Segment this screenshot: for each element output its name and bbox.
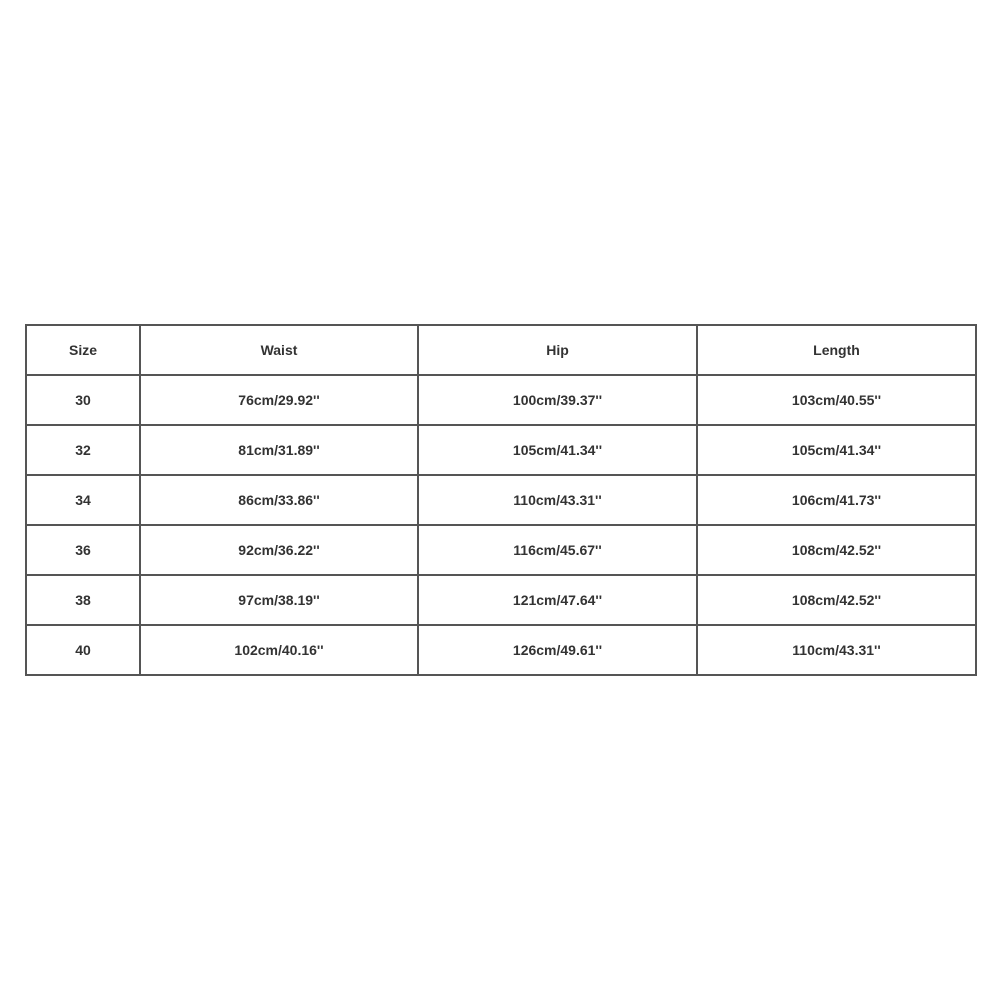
cell-size: 38 (26, 575, 140, 625)
cell-waist: 92cm/36.22'' (140, 525, 418, 575)
cell-size: 30 (26, 375, 140, 425)
size-chart-table (25, 324, 977, 676)
cell-hip: 126cm/49.61'' (418, 625, 697, 675)
cell-size: 34 (26, 475, 140, 525)
cell-length: 103cm/40.55'' (697, 375, 976, 425)
cell-waist: 81cm/31.89'' (140, 425, 418, 475)
cell-hip: 110cm/43.31'' (418, 475, 697, 525)
table-header-row (26, 325, 976, 375)
cell-waist: 76cm/29.92'' (140, 375, 418, 425)
cell-length: 110cm/43.31'' (697, 625, 976, 675)
table-row (26, 525, 976, 575)
cell-size: 40 (26, 625, 140, 675)
header-hip: Hip (418, 325, 697, 375)
cell-length: 108cm/42.52'' (697, 525, 976, 575)
table-row (26, 375, 976, 425)
cell-hip: 105cm/41.34'' (418, 425, 697, 475)
cell-length: 106cm/41.73'' (697, 475, 976, 525)
cell-hip: 100cm/39.37'' (418, 375, 697, 425)
cell-size: 32 (26, 425, 140, 475)
cell-waist: 97cm/38.19'' (140, 575, 418, 625)
cell-size: 36 (26, 525, 140, 575)
cell-hip: 121cm/47.64'' (418, 575, 697, 625)
cell-length: 105cm/41.34'' (697, 425, 976, 475)
cell-length: 108cm/42.52'' (697, 575, 976, 625)
cell-waist: 102cm/40.16'' (140, 625, 418, 675)
table-row (26, 425, 976, 475)
cell-waist: 86cm/33.86'' (140, 475, 418, 525)
table-row (26, 475, 976, 525)
cell-hip: 116cm/45.67'' (418, 525, 697, 575)
table-row (26, 625, 976, 675)
header-size: Size (26, 325, 140, 375)
header-length: Length (697, 325, 976, 375)
header-waist: Waist (140, 325, 418, 375)
table-row (26, 575, 976, 625)
